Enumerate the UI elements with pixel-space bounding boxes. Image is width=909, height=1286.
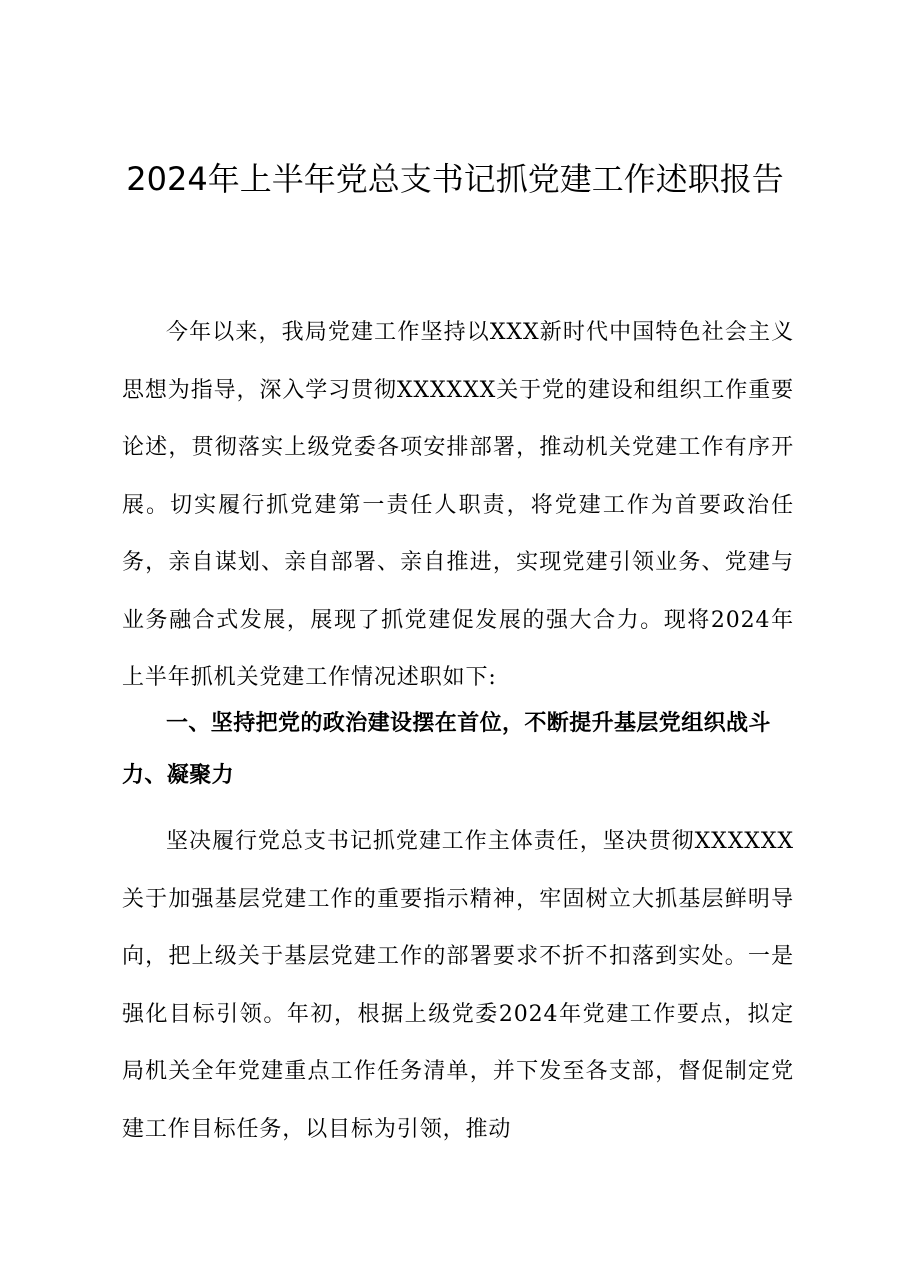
- document-title: 2024年上半年党总支书记抓党建工作述职报告: [126, 160, 784, 198]
- section-heading-1: 一、坚持把党的政治建设摆在首位，不断提升基层党组织战斗力、凝聚力: [122, 711, 771, 788]
- intro-paragraph: 今年以来，我局党建工作坚持以XXX新时代中国特色社会主义思想为指导，深入学习贯彻XXXXXX关于党的建设和组织工作重要论述，贯彻落实上级党委各项安排部署，推动机关党建工作有序开展。切实履行抓党建第一责任人职责，将党建工作为首要政治任务，亲自谋划、亲自部署、亲自推进，实现党建引领业务、党建与业务融合式发展，展现了抓党建促发展的强大合力。现将2024年上半年抓机关党建工作情况述职如下:: [122, 320, 794, 690]
- section-1-paragraph: 坚决履行党总支书记抓党建工作主体责任，坚决贯彻XXXXXX关于加强基层党建工作的重要指示精神，牢固树立大抓基层鲜明导向，把上级关于基层党建工作的部署要求不折不扣落到实处。一是强化目标引领。年初，根据上级党委2024年党建工作要点，拟定局机关全年党建重点工作任务清单，并下发至各支部，督促制定党建工作目标任务，以目标为引领，推动: [122, 829, 794, 1142]
